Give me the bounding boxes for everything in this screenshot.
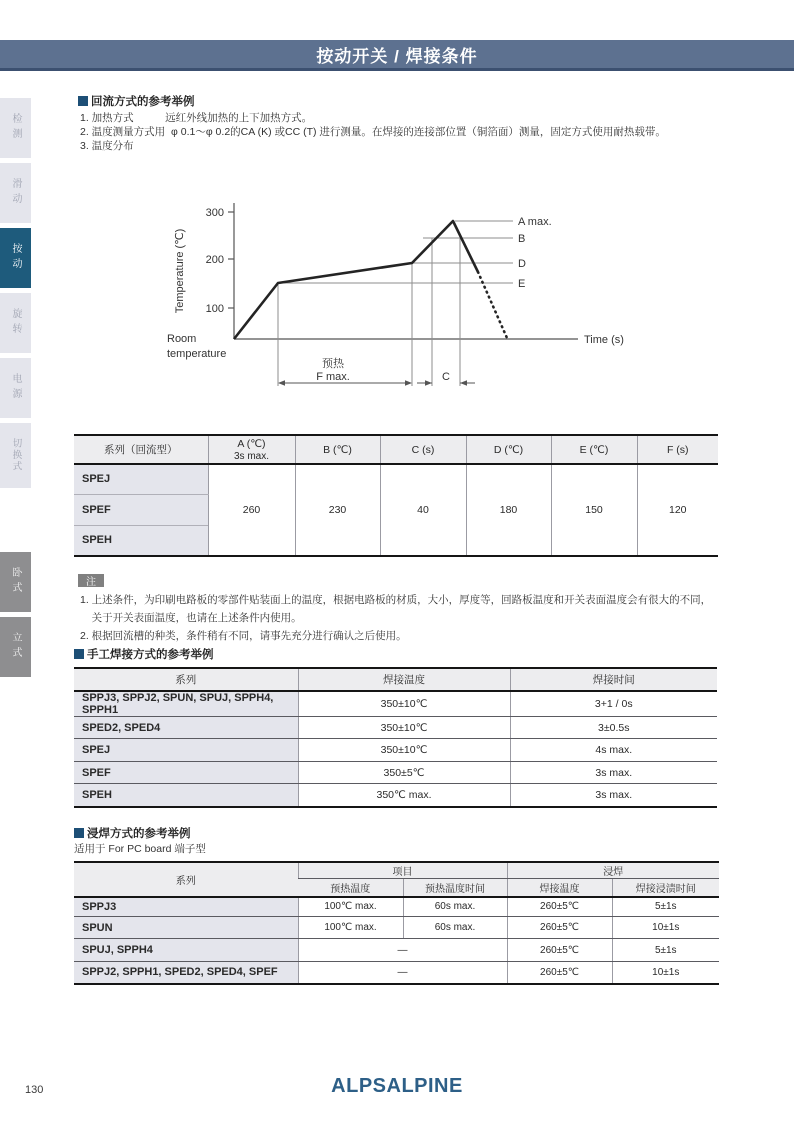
- time-cell: 3s max.: [510, 784, 717, 807]
- col-header-series: 系列: [74, 668, 298, 691]
- section-title-hand-solder: [74, 646, 214, 662]
- note-badge: 注: [78, 574, 104, 587]
- col-header-series: 系列（回流型）: [74, 435, 208, 464]
- section-square-icon: [78, 96, 88, 106]
- preheat-merged-cell: —: [298, 939, 507, 962]
- reflow-item-2: 2. 温度测量方式用 φ 0.1～φ 0.2的CA (K) 或CC (T) 进行测量。在焊接的连接部位置（铜箔面）测量，固定方式使用耐热载带。: [80, 126, 666, 138]
- time-cell: 3s max.: [510, 762, 717, 784]
- col-header-temp: 焊接温度: [298, 668, 510, 691]
- sidebar-tab-4: 旋转: [0, 293, 31, 353]
- col-header-d: D (℃): [466, 435, 551, 464]
- section-square-icon: [74, 649, 84, 659]
- table-row: [74, 717, 717, 739]
- preheat-temp-cell: 100℃ max.: [298, 897, 403, 917]
- hand-solder-table: [74, 667, 717, 808]
- svg-text:Time (s): Time (s): [584, 334, 624, 346]
- temp-cell: 350±5℃: [298, 762, 510, 784]
- svg-text:Temperature (℃): Temperature (℃): [174, 228, 186, 314]
- section-title-reflow: [78, 93, 195, 109]
- dip-time-cell: 10±1s: [612, 962, 719, 984]
- col-header-dip-time: 焊接浸渍时间: [612, 879, 719, 897]
- reflow-item-1: 1. 加热方式 远红外线加热的上下加热方式。: [80, 112, 313, 124]
- temp-cell: 350℃ max.: [298, 784, 510, 807]
- dip-solder-table: [74, 861, 719, 985]
- svg-text:预热: 预热: [322, 358, 344, 370]
- series-cell: SPUJ, SPPH4: [74, 939, 298, 962]
- section-title-text: 手工焊接方式的参考举例: [87, 649, 214, 661]
- sidebar-tab-3-active: 按动: [0, 228, 31, 288]
- svg-text:temperature: temperature: [167, 348, 227, 360]
- preheat-time-cell: 60s max.: [403, 897, 507, 917]
- note-line-2: 关于开关表面温度，也请在上述条件内使用。: [80, 612, 302, 624]
- series-cell: SPEH: [74, 525, 208, 556]
- value-b: 230: [295, 464, 380, 556]
- solder-temp-cell: 260±5℃: [507, 897, 612, 917]
- col-header-a: A (℃) 3s max.: [208, 435, 295, 464]
- note-line-1: 1. 上述条件，为印刷电路板的零部件贴装面上的温度，根据电路板的材质，大小，厚度等，回路板温度和开关表面温度会有很大的不同，: [80, 594, 712, 606]
- value-a: 260: [208, 464, 295, 556]
- col-header-f: F (s): [637, 435, 718, 464]
- col-header-series: 系列: [74, 862, 298, 897]
- col-header-c: C (s): [380, 435, 466, 464]
- dip-time-cell: 5±1s: [612, 897, 719, 917]
- series-cell: SPED2, SPED4: [74, 717, 298, 739]
- section-title-dip-solder: [74, 825, 191, 841]
- svg-text:300: 300: [205, 207, 224, 219]
- col-header-solder-temp: 焊接温度: [507, 879, 612, 897]
- value-c: 40: [380, 464, 466, 556]
- table-row: [74, 691, 717, 717]
- col-header-preheat-temp: 预热温度: [298, 879, 403, 897]
- sidebar-tab-8: 立式: [0, 617, 31, 677]
- reflow-table-header-row: [74, 435, 718, 464]
- preheat-temp-cell: 100℃ max.: [298, 917, 403, 939]
- brand-logo: ALPSALPINE: [331, 1075, 463, 1097]
- table-row: [74, 762, 717, 784]
- col-header-b: B (℃): [295, 435, 380, 464]
- temp-cell: 350±10℃: [298, 717, 510, 739]
- svg-text:C: C: [442, 371, 450, 383]
- section-title-text: 回流方式的参考举例: [91, 96, 195, 108]
- col-header-time: 焊接时间: [510, 668, 717, 691]
- svg-text:B: B: [518, 233, 526, 245]
- sidebar-tab-2: 滑动: [0, 163, 31, 223]
- preheat-time-cell: 60s max.: [403, 917, 507, 939]
- page-number: 130: [25, 1084, 44, 1096]
- table-row: [74, 962, 719, 984]
- table-row: [74, 464, 718, 494]
- dip-solder-subtitle: 适用于 For PC board 端子型: [74, 843, 206, 855]
- col-header-e: E (℃): [551, 435, 637, 464]
- time-cell: 4s max.: [510, 739, 717, 762]
- sidebar-tab-1: 检测: [0, 98, 31, 158]
- col-group-dip: 浸焊: [507, 862, 719, 879]
- reflow-table: [74, 434, 718, 557]
- series-cell: SPPJ3: [74, 897, 298, 917]
- svg-text:D: D: [518, 258, 526, 270]
- table-row: [74, 897, 719, 917]
- page-header-bar: [0, 40, 794, 68]
- col-group-item: 项目: [298, 862, 507, 879]
- svg-text:F max.: F max.: [316, 371, 350, 383]
- section-title-text: 浸焊方式的参考举例: [87, 828, 191, 840]
- sidebar-tab-7: 卧式: [0, 552, 31, 612]
- solder-temp-cell: 260±5℃: [507, 917, 612, 939]
- svg-text:100: 100: [205, 303, 224, 315]
- table-row: [74, 739, 717, 762]
- table-row: [74, 939, 719, 962]
- svg-text:E: E: [518, 278, 526, 290]
- header-underline: [0, 68, 794, 71]
- time-cell: 3±0.5s: [510, 717, 717, 739]
- solder-temp-cell: 260±5℃: [507, 962, 612, 984]
- section-square-icon: [74, 828, 84, 838]
- dip-solder-group-header-row: [74, 862, 719, 879]
- note-line-3: 2. 根据回流槽的种类，条件稍有不同，请事先充分进行确认之后使用。: [80, 630, 407, 642]
- temp-cell: 350±10℃: [298, 739, 510, 762]
- series-cell: SPEH: [74, 784, 298, 807]
- value-f: 120: [637, 464, 718, 556]
- table-row: [74, 917, 719, 939]
- page-title: 按动开关 / 焊接条件: [316, 46, 478, 66]
- preheat-merged-cell: —: [298, 962, 507, 984]
- solder-temp-cell: 260±5℃: [507, 939, 612, 962]
- hand-solder-header-row: [74, 668, 717, 691]
- series-cell: SPUN: [74, 917, 298, 939]
- svg-text:Room: Room: [167, 333, 197, 345]
- series-cell: SPEJ: [74, 464, 208, 494]
- table-row: [74, 784, 717, 807]
- series-cell: SPPJ3, SPPJ2, SPUN, SPUJ, SPPH4, SPPH1: [74, 691, 298, 717]
- reflow-profile-chart: [155, 190, 655, 395]
- col-header-preheat-time: 预热温度时间: [403, 879, 507, 897]
- value-e: 150: [551, 464, 637, 556]
- sidebar-tab-6: 切换式: [0, 423, 31, 488]
- svg-text:200: 200: [205, 254, 224, 266]
- value-d: 180: [466, 464, 551, 556]
- series-cell: SPEF: [74, 494, 208, 525]
- sidebar-tab-5: 电源: [0, 358, 31, 418]
- dip-time-cell: 10±1s: [612, 917, 719, 939]
- time-cell: 3+1 / 0s: [510, 691, 717, 717]
- reflow-item-3: 3. 温度分布: [80, 140, 134, 152]
- temp-cell: 350±10℃: [298, 691, 510, 717]
- svg-text:A max.: A max.: [518, 216, 552, 228]
- series-cell: SPPJ2, SPPH1, SPED2, SPED4, SPEF: [74, 962, 298, 984]
- series-cell: SPEJ: [74, 739, 298, 762]
- dip-time-cell: 5±1s: [612, 939, 719, 962]
- series-cell: SPEF: [74, 762, 298, 784]
